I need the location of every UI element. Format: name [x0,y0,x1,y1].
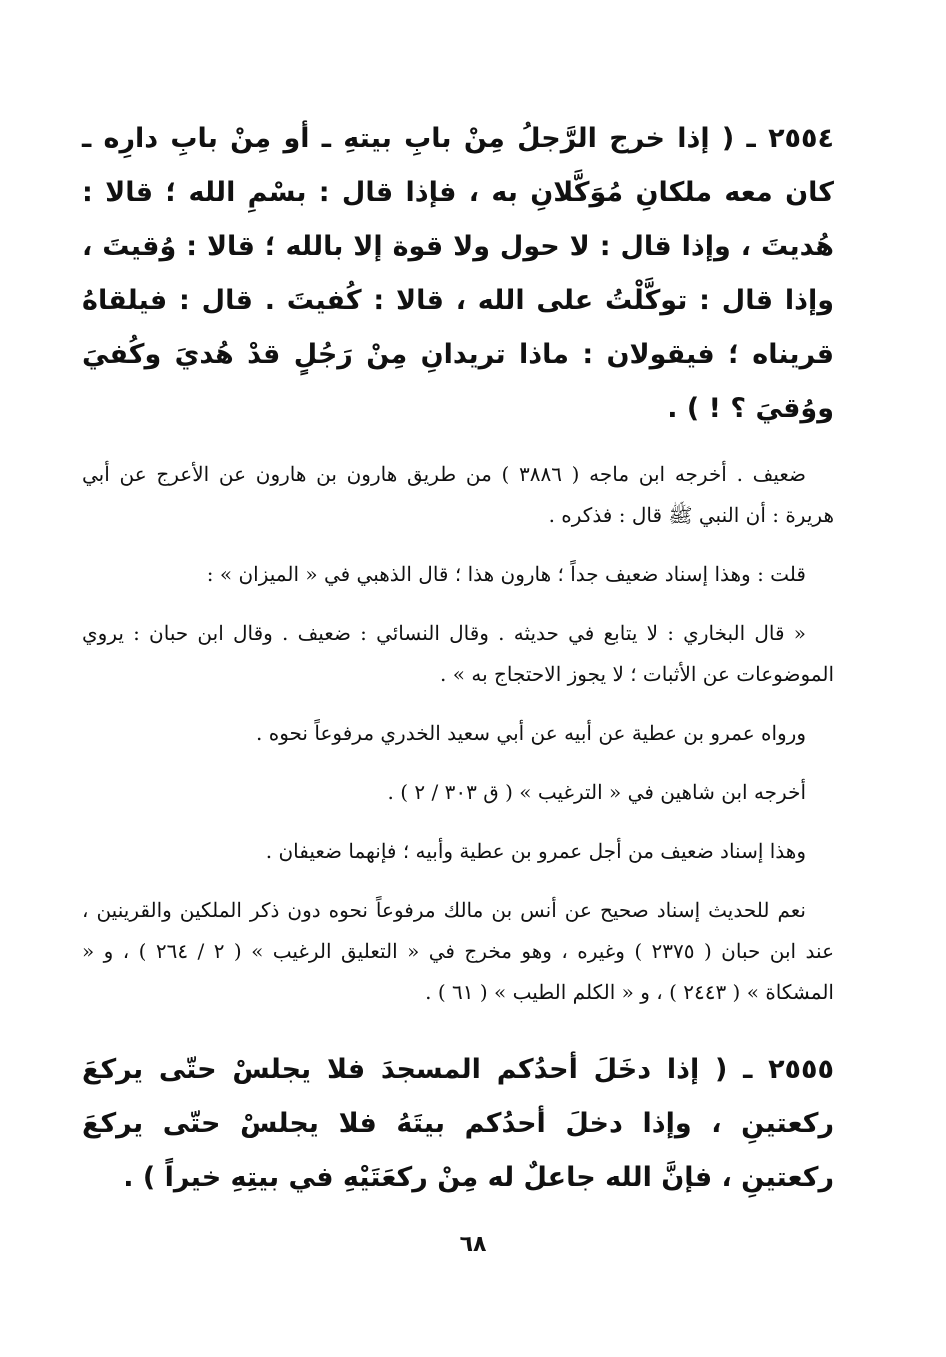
commentary-paragraph-3: « قال البخاري : لا يتابع في حديثه . وقال النسائي : ضعيف . وقال ابن حبان : يروي الموضوعات عن الأثبات ؛ لا يجوز الاحتجاج به » . [82,621,834,686]
page-content [82,112,834,1205]
commentary-paragraph-1: ضعيف . أخرجه ابن ماجه ( ٣٨٨٦ ) من طريق هارون بن هارون عن الأعرج عن أبي هريرة : أن النبي ﷺ قال : فذكره . [82,462,834,527]
commentary-paragraph-2: قلت : وهذا إسناد ضعيف جداً ؛ هارون هذا ؛ قال الذهبي في « الميزان » : [206,562,806,586]
commentary-paragraph-6: وهذا إسناد ضعيف من أجل عمرو بن عطية وأبيه ؛ فإنهما ضعيفان . [265,839,806,863]
commentary-paragraph-7: نعم للحديث إسناد صحيح عن أنس بن مالك مرفوعاً نحوه دون ذكر الملكين والقرينين ، عند ابن حبان ( ٢٣٧٥ ) وغيره ، وهو مخرج في « التعليق الرغيب » ( ٢ / ٢٦٤ ) ، و « المشكاة » ( ٢٤٤٣ ) ، و « الكلم الطيب » ( ٦١ ) . [82,898,835,1004]
commentary-paragraph-4: ورواه عمرو بن عطية عن أبيه عن أبي سعيد الخدري مرفوعاً نحوه . [256,721,806,745]
hadith-2555-text: ٢٥٥٥ ـ ( إذا دخَلَ أحدُكم المسجدَ فلا يجلسْ حتّى يركعَ ركعتينِ ، وإذا دخلَ أحدُكم بيتَهُ فلا يجلسْ حتّى يركعَ ركعتينِ ، فإنَّ الله جاعلٌ له مِنْ ركعَتَيْهِ في بيتِهِ خيراً ) . [82,1054,834,1193]
commentary-paragraph-5: أخرجه ابن شاهين في « الترغيب » ( ق ٣٠٣ / ٢ ) . [387,780,806,804]
page-number: ٦٨ [459,1232,487,1257]
hadith-2554-text: ٢٥٥٤ ـ ( إذا خرج الرَّجلُ مِنْ بابِ بيتهِ ـ أو مِنْ بابِ دارِه ـ كان معه ملكانِ مُوَكَّلانِ به ، فإذا قال : بسْمِ الله ؛ قالا : هُديتَ ، وإذا قال : لا حول ولا قوة إلا بالله ؛ قالا : وُقيتَ ، وإذا قال : توكَّلْتُ على الله ، قالا : كُفيتَ . قال : فيلقاهُ قريناه ؛ فيقولان : ماذا تريدانِ مِنْ رَجُلٍ قدْ هُديَ وكُفيَ ووُقيَ ؟ ! ) . [82,123,834,424]
